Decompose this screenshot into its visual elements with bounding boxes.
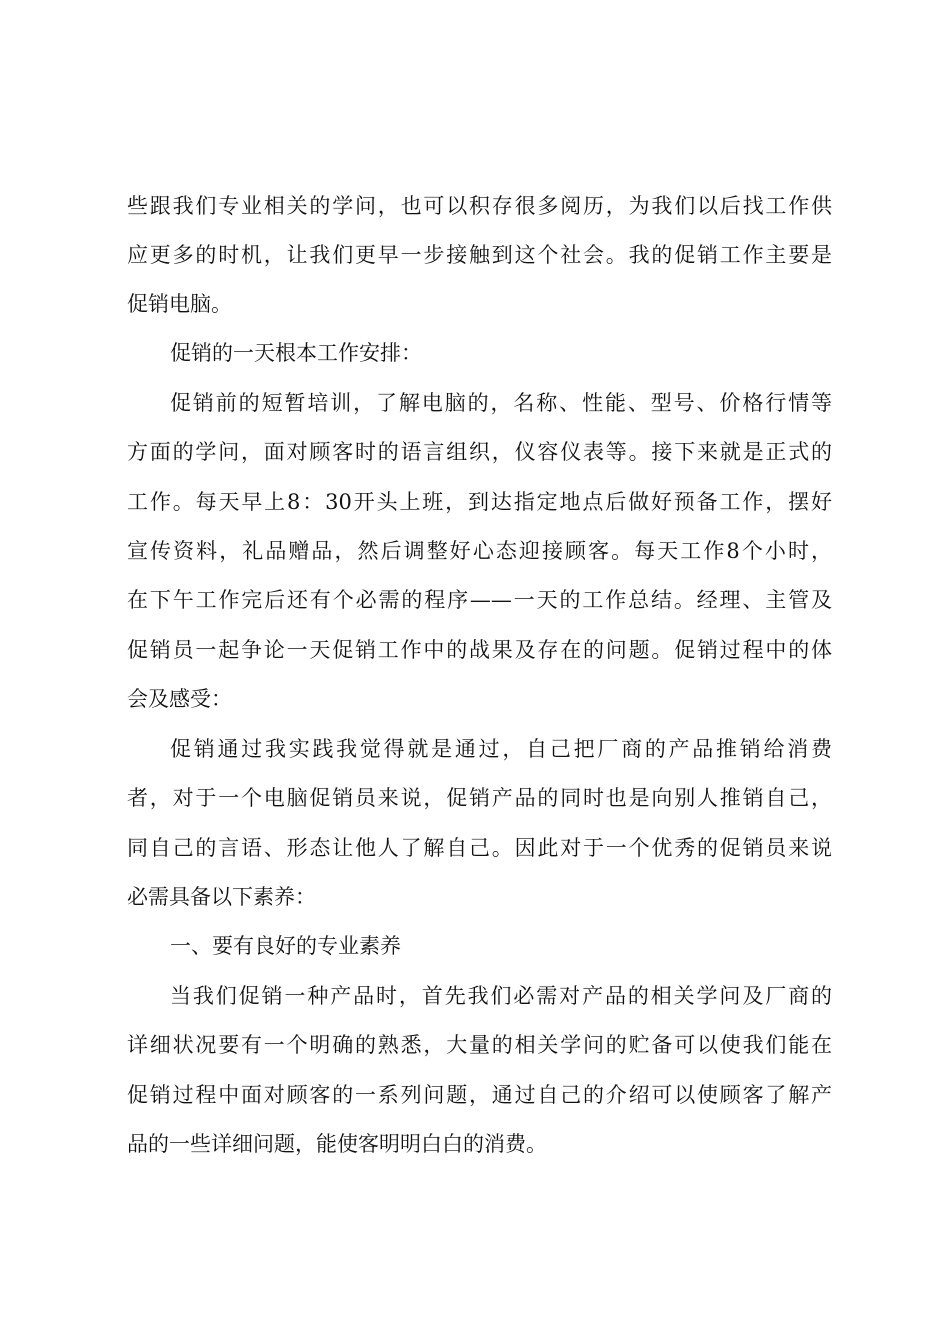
body-text-line: 促销过程中面对顾客的一系列问题，通过自己的介绍可以使顾客了解产 xyxy=(127,1083,832,1107)
section-heading: 促销的一天根本工作安排： xyxy=(170,341,422,365)
body-text-line: 些跟我们专业相关的学问，也可以积存很多阅历，为我们以后找工作供 xyxy=(127,194,832,218)
section-heading: 一、要有良好的专业素养 xyxy=(170,934,401,958)
body-text-line: 促销电脑。 xyxy=(127,292,232,316)
body-text-line: 方面的学问，面对顾客时的语言组织，仪容仪表等。接下来就是正式的 xyxy=(127,440,832,464)
body-text-line: 详细状况要有一个明确的熟悉，大量的相关学问的贮备可以使我们能在 xyxy=(127,1033,832,1057)
body-text-line: 促销前的短暂培训，了解电脑的，名称、性能、型号、价格行情等 xyxy=(170,391,832,415)
body-text-line: 当我们促销一种产品时，首先我们必需对产品的相关学问及厂商的 xyxy=(170,984,832,1008)
body-text-line: 会及感受： xyxy=(127,687,232,711)
body-text-line: 促销通过我实践我觉得就是通过，自己把厂商的产品推销给消费 xyxy=(170,737,832,761)
body-text-line: 必需具备以下素养： xyxy=(127,885,316,909)
body-text-line: 在下午工作完后还有个必需的程序——一天的工作总结。经理、主管及 xyxy=(127,588,832,612)
body-text-line: 促销员一起争论一天促销工作中的战果及存在的问题。促销过程中的体 xyxy=(127,638,832,662)
body-text-line: 者，对于一个电脑促销员来说，促销产品的同时也是向别人推销自己， xyxy=(127,786,832,810)
body-text-line: 工作。每天早上8：30开头上班，到达指定地点后做好预备工作，摆好 xyxy=(127,490,832,514)
body-text-line: 宣传资料，礼品赠品，然后调整好心态迎接顾客。每天工作8个小时， xyxy=(127,539,832,563)
body-text-line: 品的一些详细问题，能使客明明白白的消费。 xyxy=(127,1132,547,1156)
body-text-line: 同自己的言语、形态让他人了解自己。因此对于一个优秀的促销员来说 xyxy=(127,836,832,860)
body-text-line: 应更多的时机，让我们更早一步接触到这个社会。我的促销工作主要是 xyxy=(127,243,832,267)
